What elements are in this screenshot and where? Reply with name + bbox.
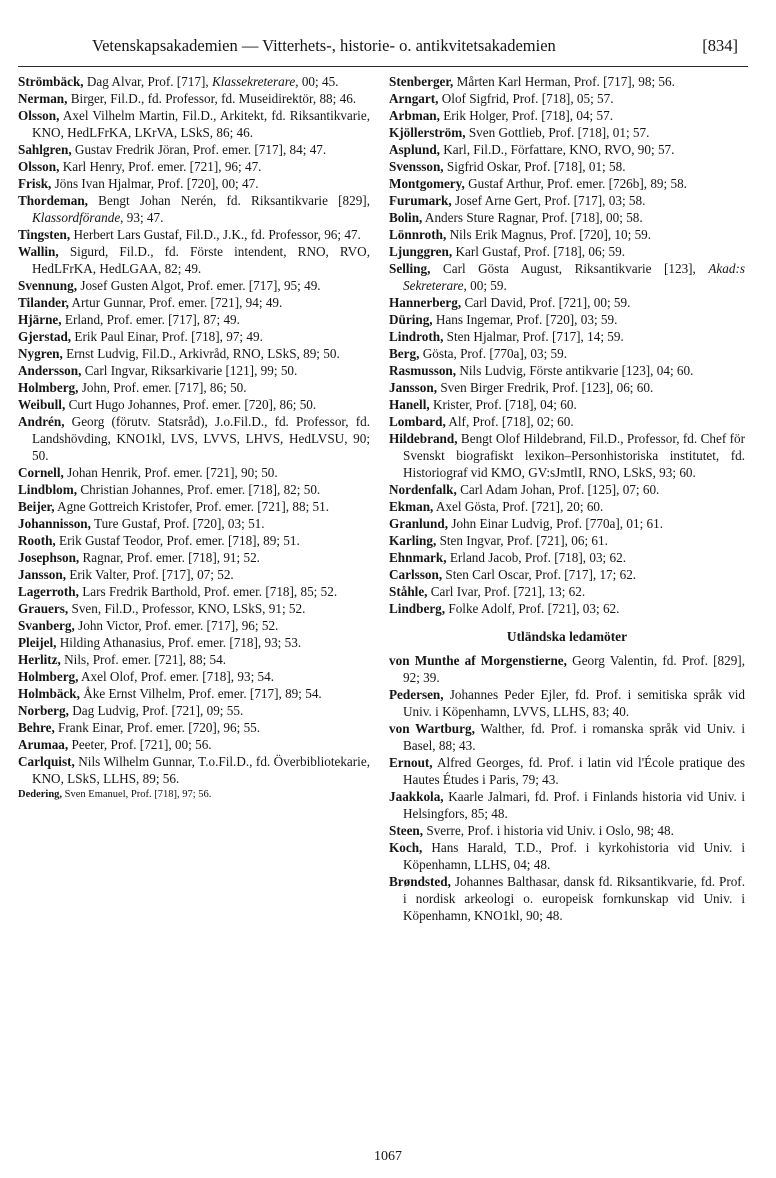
entry-surname: von Wartburg, [389, 721, 475, 736]
list-item [18, 141, 370, 158]
entry-details: Nils Wilhelm Gunnar, T.o.Fil.D., fd. Överbibliotekarie, KNO, LSkS, LLHS, 89; 56. [32, 754, 370, 786]
entry-surname: Andersson, [18, 363, 82, 378]
list-item [389, 788, 745, 822]
entry-details: Alfred Georges, fd. Prof. i latin vid l'École pratique des Hautes Études i Paris, 79; 43. [403, 755, 745, 787]
entry-details: Olof Sigfrid, Prof. [718], 05; 57. [438, 91, 614, 106]
list-item [389, 413, 745, 430]
entry-details: Jöns Ivan Hjalmar, Prof. [720], 00; 47. [51, 176, 259, 191]
entry-details: Lars Fredrik Barthold, Prof. emer. [718], 85; 52. [78, 584, 338, 599]
entry-details: Sten Carl Oscar, Prof. [717], 17; 62. [442, 567, 637, 582]
entry-details: Nils, Prof. emer. [721], 88; 54. [60, 652, 227, 667]
entry-surname: Lagerroth, [18, 584, 79, 599]
list-item [18, 413, 370, 464]
entry-surname: Norberg, [18, 703, 69, 718]
entry-details: Mårten Karl Herman, Prof. [717], 98; 56. [453, 74, 675, 89]
entry-surname: Andrén, [18, 414, 65, 429]
entry-surname: Nygren, [18, 346, 63, 361]
list-item [389, 873, 745, 924]
list-item [389, 481, 745, 498]
list-item [389, 158, 745, 175]
member-list [389, 73, 745, 617]
list-item [389, 430, 745, 481]
entry-surname: Bolin, [389, 210, 423, 225]
entry-details: Artur Gunnar, Prof. emer. [721], 94; 49. [68, 295, 283, 310]
entry-surname: Rooth, [18, 533, 56, 548]
list-item [18, 566, 370, 583]
list-item [389, 532, 745, 549]
entry-details: Peeter, Prof. [721], 00; 56. [68, 737, 212, 752]
list-item [18, 192, 370, 226]
list-item [389, 549, 745, 566]
entry-details: Sven, Fil.D., Professor, KNO, LSkS, 91; 52. [68, 601, 306, 616]
list-item [18, 464, 370, 481]
list-item [18, 787, 370, 802]
list-item [389, 226, 745, 243]
list-item [18, 685, 370, 702]
entry-surname: Josephson, [18, 550, 80, 565]
entry-surname: Beijer, [18, 499, 55, 514]
list-item [389, 294, 745, 311]
entry-surname: Wallin, [18, 244, 59, 259]
entry-surname: Stenberger, [389, 74, 454, 89]
entry-surname: Berg, [389, 346, 420, 361]
list-item [389, 345, 745, 362]
entry-details: Johannes Balthasar, dansk fd. Riksantikvarie, fd. Prof. i nordisk arkeologi o. europeisk fornkunskap vid Univ. i Köpenhamn, KNO1kl, 90; 48. [403, 874, 745, 923]
list-item [18, 481, 370, 498]
list-item [389, 600, 745, 617]
entry-details: Karl, Fil.D., Författare, KNO, RVO, 90; 57. [439, 142, 675, 157]
list-item [18, 175, 370, 192]
entry-surname: Svennung, [18, 278, 78, 293]
entry-details: Bengt Olof Hildebrand, Fil.D., Professor, fd. Chef för Svenskt biografiskt lexikon–Personhistoriska institutet, fd. Historiograf vid KMO, GV:sJmtlI, RNO, LSkS, 93; 60. [403, 431, 745, 480]
entry-details: Josef Arne Gert, Prof. [717], 03; 58. [451, 193, 646, 208]
entry-details: Walther, fd. Prof. i romanska språk vid Univ. i Basel, 88; 43. [403, 721, 745, 753]
list-item [389, 107, 745, 124]
entry-details: Krister, Prof. [718], 04; 60. [429, 397, 577, 412]
list-item [389, 720, 745, 754]
entry-details: Gustaf Arthur, Prof. emer. [726b], 89; 58. [464, 176, 687, 191]
entry-details: Agne Gottreich Kristofer, Prof. emer. [721], 88; 51. [54, 499, 330, 514]
list-item [18, 226, 370, 243]
header-rule [18, 66, 748, 67]
entry-details: Nils Ludvig, Förste antikvarie [123], 04; 60. [456, 363, 694, 378]
list-item [389, 243, 745, 260]
entry-surname: Steen, [389, 823, 424, 838]
list-item [389, 686, 745, 720]
foreign-member-list [389, 652, 745, 924]
entry-surname: Svanberg, [18, 618, 75, 633]
entry-details: Sverre, Prof. i historia vid Univ. i Oslo, 98; 48. [423, 823, 674, 838]
entry-details: Carl Ingvar, Riksarkivarie [121], 99; 50. [81, 363, 298, 378]
list-item [389, 515, 745, 532]
list-item [389, 498, 745, 515]
list-item [18, 158, 370, 175]
list-item [389, 124, 745, 141]
list-item [389, 192, 745, 209]
entry-details-tail: , 00; 45. [295, 74, 339, 89]
entry-surname: Olsson, [18, 108, 60, 123]
entry-surname: Nordenfalk, [389, 482, 457, 497]
list-item [18, 634, 370, 651]
entry-surname: Arumaa, [18, 737, 69, 752]
list-item [18, 702, 370, 719]
list-item [389, 73, 745, 90]
entry-details: Axel Vilhelm Martin, Fil.D., Arkitekt, fd. Riksantikvarie, KNO, HedLFrKA, LKrVA, LSkS, 86; 46. [32, 108, 370, 140]
entry-details: Dag Ludvig, Prof. [721], 09; 55. [68, 703, 244, 718]
entry-details: John Einar Ludvig, Prof. [770a], 01; 61. [448, 516, 664, 531]
list-item [18, 311, 370, 328]
entry-surname: Carlquist, [18, 754, 75, 769]
entry-surname: Ljunggren, [389, 244, 453, 259]
entry-details: Carl David, Prof. [721], 00; 59. [461, 295, 631, 310]
list-item [389, 311, 745, 328]
left-column [18, 73, 370, 802]
entry-details: Alf, Prof. [718], 02; 60. [445, 414, 574, 429]
entry-details: Sven Birger Fredrik, Prof. [123], 06; 60. [437, 380, 654, 395]
entry-office: Klassordförande [32, 210, 121, 225]
entry-surname: Dedering, [18, 789, 63, 800]
entry-surname: Karling, [389, 533, 437, 548]
entry-details: Bengt Johan Nerén, fd. Riksantikvarie [829], [87, 193, 370, 208]
entry-details: Ture Gustaf, Prof. [720], 03; 51. [90, 516, 265, 531]
entry-surname: Lindroth, [389, 329, 444, 344]
entry-details: Axel Gösta, Prof. [721], 20; 60. [433, 499, 604, 514]
entry-details: Josef Gusten Algot, Prof. emer. [717], 95; 49. [77, 278, 321, 293]
entry-details: Erik Paul Einar, Prof. [718], 97; 49. [71, 329, 263, 344]
list-item [18, 583, 370, 600]
entry-details: Curt Hugo Johannes, Prof. emer. [720], 86; 50. [65, 397, 317, 412]
list-item [18, 753, 370, 787]
entry-surname: Olsson, [18, 159, 60, 174]
entry-details: Johan Henrik, Prof. emer. [721], 90; 50. [63, 465, 278, 480]
entry-surname: Düring, [389, 312, 433, 327]
list-item [18, 362, 370, 379]
entry-surname: Pleijel, [18, 635, 57, 650]
entry-surname: Ståhle, [389, 584, 428, 599]
entry-surname: Brøndsted, [389, 874, 451, 889]
entry-details: Frank Einar, Prof. emer. [720], 96; 55. [54, 720, 261, 735]
entry-office: Klassekreterare [211, 74, 296, 89]
entry-surname: Gjerstad, [18, 329, 72, 344]
entry-details-tail: , 93; 47. [120, 210, 164, 225]
entry-details: Sigurd, Fil.D., fd. Förste intendent, RNO, RVO, HedLFrKA, HedLGAA, 82; 49. [32, 244, 370, 276]
entry-surname: Ekman, [389, 499, 434, 514]
list-item [18, 617, 370, 634]
entry-surname: Lindblom, [18, 482, 78, 497]
entry-surname: Jansson, [389, 380, 438, 395]
running-header [92, 36, 740, 62]
entry-details: Birger, Fil.D., fd. Professor, fd. Museidirektör, 88; 46. [67, 91, 357, 106]
list-item [18, 600, 370, 617]
list-item [389, 141, 745, 158]
entry-surname: Lönnroth, [389, 227, 447, 242]
entry-details: Ernst Ludvig, Fil.D., Arkivråd, RNO, LSkS, 89; 50. [62, 346, 340, 361]
list-item [18, 328, 370, 345]
entry-details: Axel Olof, Prof. emer. [718], 93; 54. [78, 669, 275, 684]
entry-surname: Cornell, [18, 465, 64, 480]
entry-details: Hans Harald, T.D., Prof. i kyrkohistoria vid Univ. i Köpenhamn, LLHS, 04; 48. [403, 840, 745, 872]
page-code: [834] [702, 36, 738, 55]
entry-surname: Granlund, [389, 516, 449, 531]
entry-surname: Montgomery, [389, 176, 465, 191]
list-item [389, 754, 745, 788]
entry-surname: Jaakkola, [389, 789, 444, 804]
list-item [18, 549, 370, 566]
entry-surname: Ehnmark, [389, 550, 447, 565]
entry-details: Erland Jacob, Prof. [718], 03; 62. [446, 550, 626, 565]
entry-surname: Arbman, [389, 108, 440, 123]
list-item [18, 107, 370, 141]
page-number: 1067 [374, 1149, 402, 1164]
entry-details: Johannes Peder Ejler, fd. Prof. i semitiska språk vid Univ. i Köpenhamn, LVVS, LLHS, 83; 40. [403, 687, 745, 719]
entry-surname: Herlitz, [18, 652, 61, 667]
entry-details: Georg Valentin, fd. Prof. [829], 92; 39. [403, 653, 745, 685]
entry-surname: Hildebrand, [389, 431, 458, 446]
entry-surname: Weibull, [18, 397, 66, 412]
entry-surname: Tingsten, [18, 227, 71, 242]
list-item [389, 652, 745, 686]
entry-details: Hans Ingemar, Prof. [720], 03; 59. [432, 312, 618, 327]
list-item [18, 532, 370, 549]
entry-surname: Svensson, [389, 159, 444, 174]
entry-surname: Ernout, [389, 755, 433, 770]
list-item [18, 345, 370, 362]
entry-surname: Hjärne, [18, 312, 62, 327]
entry-details: John, Prof. emer. [717], 86; 50. [78, 380, 247, 395]
entry-surname: Carlsson, [389, 567, 443, 582]
entry-surname: Johannisson, [18, 516, 91, 531]
entry-details: Nils Erik Magnus, Prof. [720], 10; 59. [446, 227, 652, 242]
entry-surname: Lindberg, [389, 601, 446, 616]
list-item [18, 90, 370, 107]
entry-details: Gösta, Prof. [770a], 03; 59. [419, 346, 568, 361]
entry-details: Sven Emanuel, Prof. [718], 97; 56. [62, 789, 212, 800]
list-item [389, 209, 745, 226]
entry-details: Gustav Fredrik Jöran, Prof. emer. [717], 84; 47. [71, 142, 327, 157]
list-item [18, 515, 370, 532]
list-item [18, 719, 370, 736]
entry-surname: Holmbäck, [18, 686, 80, 701]
entry-details: Carl Adam Johan, Prof. [125], 07; 60. [456, 482, 660, 497]
entry-details: Sten Ingvar, Prof. [721], 06; 61. [436, 533, 608, 548]
list-item [389, 839, 745, 873]
entry-surname: Jansson, [18, 567, 67, 582]
entry-details: Erland, Prof. emer. [717], 87; 49. [61, 312, 240, 327]
entry-surname: Rasmusson, [389, 363, 457, 378]
list-item [389, 362, 745, 379]
entry-surname: Behre, [18, 720, 55, 735]
entry-surname: Tilander, [18, 295, 69, 310]
list-item [389, 822, 745, 839]
entry-details: Erik Holger, Prof. [718], 04; 57. [439, 108, 614, 123]
entry-details: Christian Johannes, Prof. emer. [718], 82; 50. [77, 482, 321, 497]
list-item [389, 175, 745, 192]
list-item [389, 90, 745, 107]
list-item [389, 396, 745, 413]
list-item [18, 668, 370, 685]
entry-details: Anders Sture Ragnar, Prof. [718], 00; 58. [422, 210, 643, 225]
list-item [18, 498, 370, 515]
entry-details: Sven Gottlieb, Prof. [718], 01; 57. [465, 125, 650, 140]
entry-details: Erik Valter, Prof. [717], 07; 52. [66, 567, 234, 582]
entry-details: Dag Alvar, Prof. [717], [83, 74, 212, 89]
entry-surname: Selling, [389, 261, 431, 276]
entry-details: John Victor, Prof. emer. [717], 96; 52. [74, 618, 279, 633]
entry-details: Hilding Athanasius, Prof. emer. [718], 93; 53. [56, 635, 302, 650]
entry-details: Carl Ivar, Prof. [721], 13; 62. [427, 584, 586, 599]
entry-surname: Lombard, [389, 414, 446, 429]
entry-details: Karl Henry, Prof. emer. [721], 96; 47. [59, 159, 262, 174]
list-item [389, 379, 745, 396]
entry-details: Sigfrid Oskar, Prof. [718], 01; 58. [443, 159, 626, 174]
entry-surname: Kjöllerström, [389, 125, 466, 140]
entry-surname: Nerman, [18, 91, 68, 106]
list-item [18, 277, 370, 294]
entry-surname: Hanell, [389, 397, 430, 412]
running-title: Vetenskapsakademien — Vitterhets-, historie- o. antikvitetsakademien [92, 36, 556, 55]
list-item [389, 328, 745, 345]
list-item [18, 736, 370, 753]
list-item [389, 583, 745, 600]
entry-surname: Pedersen, [389, 687, 444, 702]
list-item [18, 379, 370, 396]
list-item [18, 243, 370, 277]
list-item [18, 294, 370, 311]
list-item [18, 73, 370, 90]
entry-surname: Sahlgren, [18, 142, 72, 157]
entry-details: Erik Gustaf Teodor, Prof. emer. [718], 89; 51. [55, 533, 300, 548]
right-column [389, 73, 745, 924]
entry-details: Sten Hjalmar, Prof. [717], 14; 59. [443, 329, 624, 344]
entry-surname: Koch, [389, 840, 423, 855]
entry-details: Carl Gösta August, Riksantikvarie [123], [430, 261, 709, 276]
entry-surname: Holmberg, [18, 380, 79, 395]
entry-surname: von Munthe af Morgenstierne, [389, 653, 567, 668]
entry-surname: Furumark, [389, 193, 452, 208]
list-item [18, 396, 370, 413]
entry-surname: Grauers, [18, 601, 69, 616]
entry-surname: Hannerberg, [389, 295, 462, 310]
entry-surname: Thordeman, [18, 193, 88, 208]
entry-details-tail: , 00; 59. [463, 278, 507, 293]
entry-surname: Frisk, [18, 176, 52, 191]
list-item [389, 566, 745, 583]
entry-surname: Asplund, [389, 142, 440, 157]
section-heading-foreign-members: Utländska ledamöter [506, 629, 628, 644]
list-item [18, 651, 370, 668]
entry-details: Åke Ernst Vilhelm, Prof. emer. [717], 89; 54. [79, 686, 322, 701]
entry-surname: Arngart, [389, 91, 439, 106]
entry-surname: Strömbäck, [18, 74, 84, 89]
entry-details: Herbert Lars Gustaf, Fil.D., J.K., fd. Professor, 96; 47. [70, 227, 361, 242]
entry-details: Georg (förutv. Statsråd), J.o.Fil.D., fd. Professor, fd. Landshövding, KNO1kl, LVS, LVVS, LHVS, HedLVSU, 90; 50. [32, 414, 370, 463]
entry-details: Kaarle Jalmari, fd. Prof. i Finlands historia vid Univ. i Helsingfors, 85; 48. [403, 789, 745, 821]
entry-details: Folke Adolf, Prof. [721], 03; 62. [445, 601, 620, 616]
entry-surname: Holmberg, [18, 669, 79, 684]
list-item [389, 260, 745, 294]
entry-details: Ragnar, Prof. emer. [718], 91; 52. [79, 550, 260, 565]
entry-office: Akad:s Sekreterare [403, 261, 745, 293]
entry-details: Karl Gustaf, Prof. [718], 06; 59. [452, 244, 626, 259]
